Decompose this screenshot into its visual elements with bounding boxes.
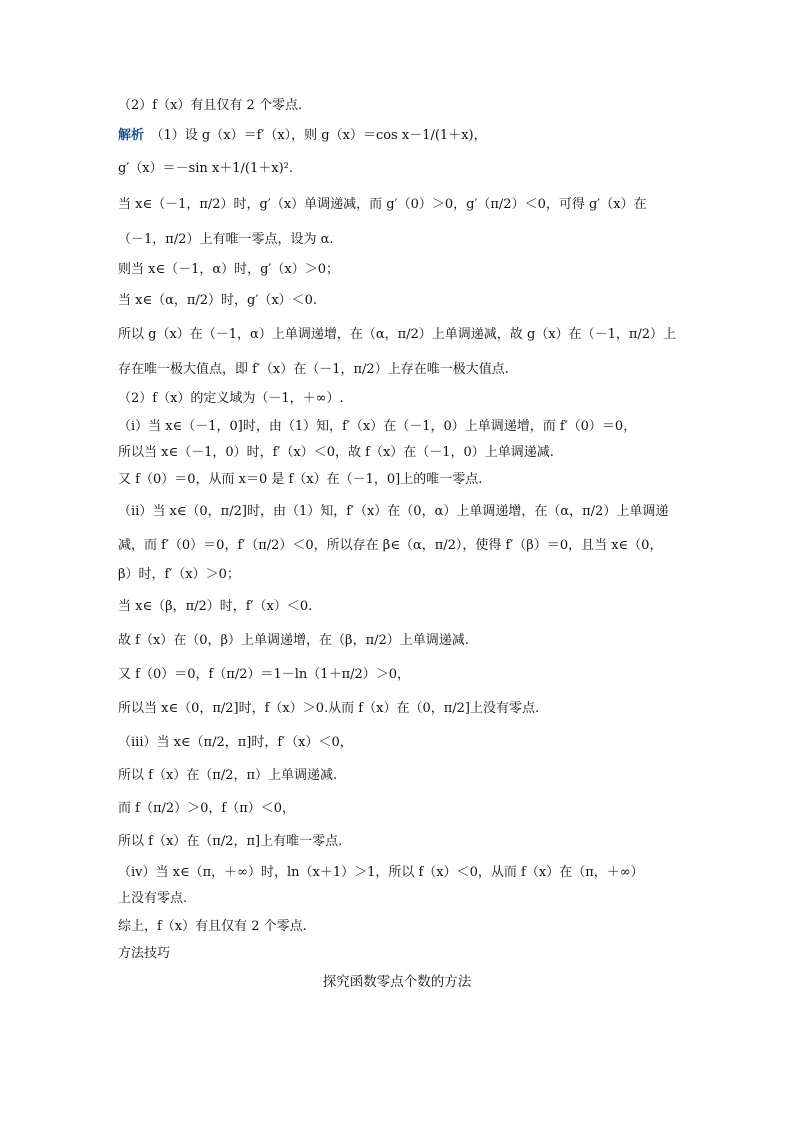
text-line: 当 x∈（－1，π/2）时，g′（x）单调递减，而 g′（0）＞0，g′（π/2）＜0，可得 g′（x）在 xyxy=(118,197,647,212)
text-line: （ⅲ）当 x∈（π/2，π]时，f′（x）＜0， xyxy=(118,735,353,750)
text-line: （ⅳ）当 x∈（π，＋∞）时，ln（x＋1）＞1，所以 f（x）＜0，从而 f（x）在（π，＋∞） xyxy=(118,865,644,880)
text-line: 综上，f（x）有且仅有 2 个零点. xyxy=(118,919,307,934)
text-line: （ⅱ）当 x∈（0，π/2]时，由（1）知，f′（x）在（0，α）上单调递增，在（α，π/2）上单调递 xyxy=(118,504,669,519)
text-line: 减，而 f′（0）＝0，f′（π/2）＜0，所以存在 β∈（α，π/2），使得 f′（β）＝0，且当 x∈（0， xyxy=(118,538,663,553)
text-line: （2）f（x）有且仅有 2 个零点. xyxy=(118,98,303,113)
text-line: 当 x∈（β，π/2）时，f′（x）＜0. xyxy=(118,599,313,614)
text-line: 所以 g（x）在（－1，α）上单调递增，在（α，π/2）上单调递减，故 g（x）在（－1，π/2）上 xyxy=(118,327,677,342)
text-line: 所以当 x∈（0，π/2]时，f（x）＞0.从而 f（x）在（0，π/2]上没有零点. xyxy=(118,701,540,716)
text-line: （－1，π/2）上有唯一零点，设为 α. xyxy=(118,232,334,247)
text-line: g′（x）＝－sin x＋1/(1＋x)². xyxy=(118,161,294,176)
text-line: 方法技巧 xyxy=(118,946,171,961)
text-line: 当 x∈（α，π/2）时，g′（x）＜0. xyxy=(118,293,318,308)
text-line: （2）f（x）的定义域为（－1，＋∞）. xyxy=(118,391,344,406)
text-line: 故 f（x）在（0，β）上单调递增，在（β，π/2）上单调递减. xyxy=(118,633,469,648)
text-line: 所以 f（x）在（π/2，π）上单调递减. xyxy=(118,768,338,783)
text-line: 则当 x∈（－1，α）时，g′（x）＞0； xyxy=(118,262,340,277)
text-line: 而 f（π/2）＞0，f（π）＜0， xyxy=(118,801,296,816)
text-line: 所以当 x∈（－1，0）时，f′（x）＜0，故 f（x）在（－1，0）上单调递减. xyxy=(118,445,554,460)
text-line: 上没有零点. xyxy=(118,891,188,906)
text-line: 所以 f（x）在（π/2，π]上有唯一零点. xyxy=(118,834,343,849)
text-line: 存在唯一极大值点，即 f′（x）在（－1，π/2）上存在唯一极大值点. xyxy=(118,362,509,377)
solution-label: 解析 xyxy=(118,128,145,143)
line-text: （1）设 g（x）＝f′（x），则 g（x）＝cos x－1/(1＋x)， xyxy=(144,128,487,143)
text-line: β）时，f′（x）＞0； xyxy=(118,567,240,582)
text-line xyxy=(118,127,487,145)
text-line: （ⅰ）当 x∈（－1，0]时，由（1）知，f′（x）在（－1，0）上单调递增，而 f′（0）＝0， xyxy=(118,419,637,434)
section-title: 探究函数零点个数的方法 xyxy=(322,974,472,990)
text-line: 又 f（0）＝0，f（π/2）＝1－ln（1＋π/2）＞0， xyxy=(118,667,411,682)
text-line: 又 f（0）＝0，从而 x＝0 是 f（x）在（－1，0]上的唯一零点. xyxy=(118,472,483,487)
